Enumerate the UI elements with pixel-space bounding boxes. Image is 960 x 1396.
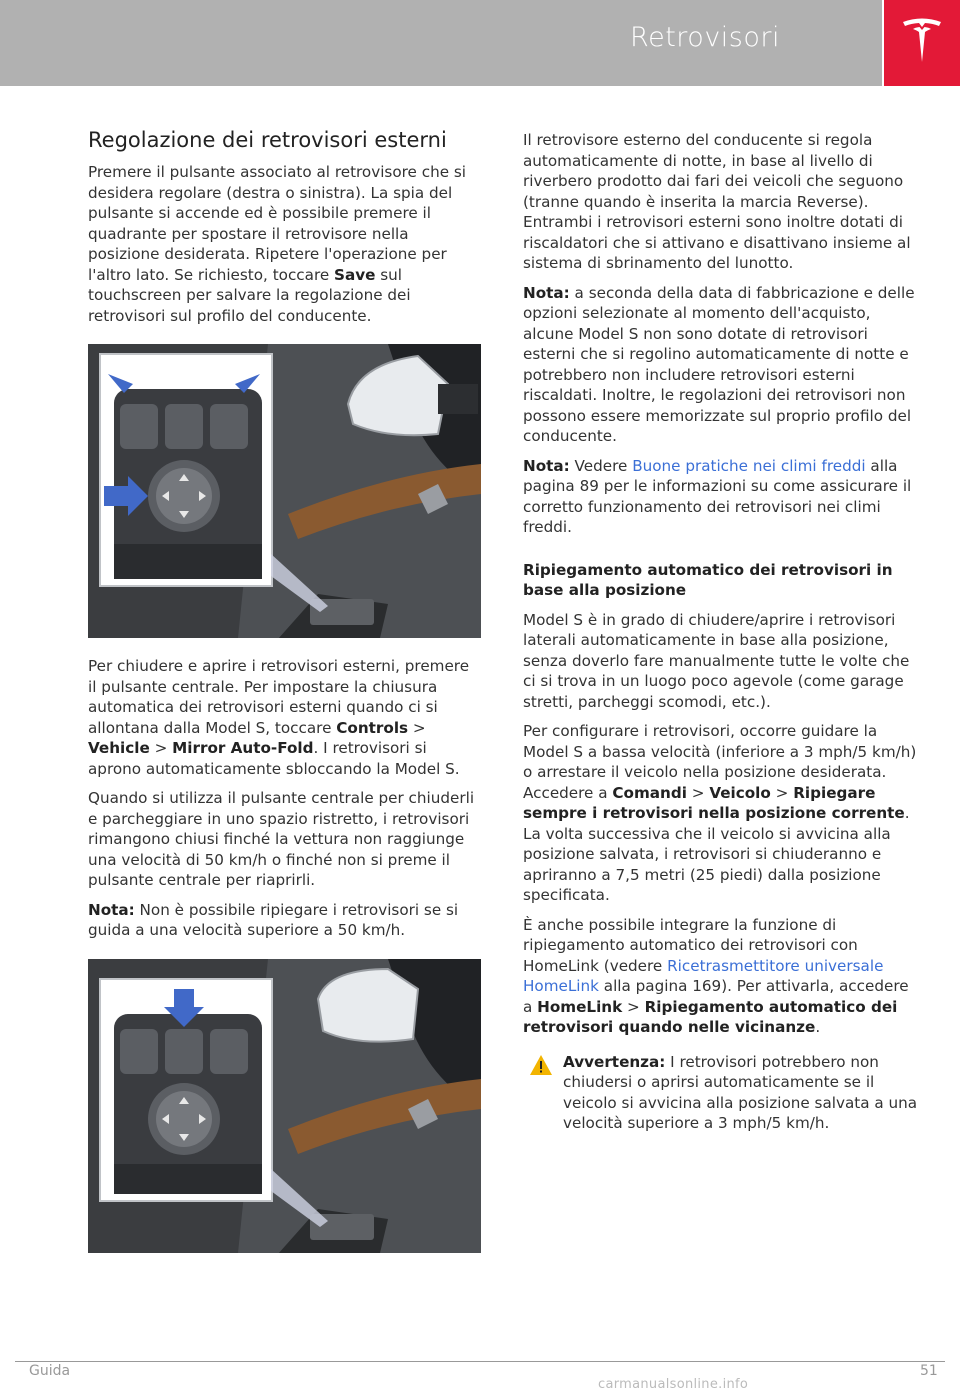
watermark: carmanualsonline.info xyxy=(598,1377,749,1392)
section-heading: Regolazione dei retrovisori esterni xyxy=(88,128,447,152)
page-number: 51 xyxy=(920,1363,938,1379)
paragraph-parking-fold: Quando si utilizza il pulsante centrale per chiuderli e parcheggiare in uno spazio ristretto, i retrovisori rimangono chiusi finché la vettura non raggiunge una velocità di 50 km/h o finché non si preme il pulsante centrale per riaprirli. xyxy=(88,789,475,889)
warning-box xyxy=(523,1052,918,1134)
paragraph-fold-button: Per chiudere e aprire i retrovisori esterni, premere il pulsante centrale. Per impostare la chiusura automatica dei retrovisori esterni quando ci si allontana dalla Model S, toccare Controls > Vehicle > Mirror Auto-Fold. I retrovisori si aprono automaticamente sbloccando la Model S. xyxy=(88,657,470,778)
figure-fold-button xyxy=(88,959,481,1253)
footer-section: Guida xyxy=(29,1363,71,1379)
link-homelink[interactable]: Ricetrasmettitore universale HomeLink xyxy=(523,956,884,995)
paragraph-homelink: È anche possibile integrare la funzione di ripiegamento automatico dei retrovisori con HomeLink (vedere Ricetrasmettitore universale HomeLink alla pagina 169). Per attivarla, accedere a HomeLink > Ripiegamento automatico dei retrovisori quando nelle vicinanze. xyxy=(523,915,909,1036)
paragraph-configure: Per configurare i retrovisori, occorre guidare la Model S a bassa velocità (inferiore a 3 mph/5 km/h) o arrestare il veicolo nella posizione desiderata. Accedere a Comandi > Veicolo > Ripiegare sempre i retrovisori nella posizione corrente. La volta successiva che il veicolo si avvicina alla posizione salvata, i retrovisori si chiuderanno e apriranno a 7,5 metri (25 piedi) dalla posizione specificata. xyxy=(523,722,917,904)
right-column xyxy=(523,130,918,1143)
note-options: Nota: a seconda della data di fabbricazione e delle opzioni selezionate al momento dell'acquisto, alcune Model S non sono dotate di retrovisori esterni che si regolino automaticamente di notte e potrebbero non includere retrovisori esterni riscaldati. Inoltre, le regolazioni dei retrovisori non possono essere memorizzate sul proprio profilo del conducente. xyxy=(523,283,915,445)
tesla-logo-icon xyxy=(900,14,944,70)
note-cold-weather: Nota: Vedere Buone pratiche nei climi freddi alla pagina 89 per le informazioni su come assicurare il corretto funzionamento dei retrovisori nei climi freddi. xyxy=(523,456,912,536)
subheading-location-fold: Ripiegamento automatico dei retrovisori in base alla posizione xyxy=(523,560,893,599)
footer-divider xyxy=(15,1361,945,1362)
page-title: Retrovisori xyxy=(630,22,780,53)
warning-text: Avvertenza: I retrovisori potrebbero non chiudersi o aprirsi automaticamente se il veicolo si avvicina alla posizione salvata a una velocità superiore a 3 mph/5 km/h. xyxy=(563,1052,918,1132)
logo-box xyxy=(884,0,960,86)
warning-icon xyxy=(529,1054,553,1076)
page-header xyxy=(0,0,882,86)
paragraph-mirror-adjust: Premere il pulsante associato al retrovisore che si desidera regolare (destra o sinistra). La spia del pulsante si accende ed è possibile premere il quadrante per spostare il retrovisore nella posizione desiderata. Ripetere l'operazione per l'altro lato. Se richiesto, toccare Save sul touchscreen per salvare la regolazione dei retrovisori sul profilo del conducente. xyxy=(88,163,467,325)
paragraph-auto-dimming: Il retrovisore esterno del conducente si regola automaticamente di notte, in base al livello di riverbero prodotto dai fari dei veicoli che seguono (tranne quando è inserita la marcia Reverse). Entrambi i retrovisori esterni sono inoltre dotati di riscaldatori che si attivano e disattivano insieme al sistema di sbrinamento del lunotto. xyxy=(523,131,911,272)
paragraph-location-fold: Model S è in grado di chiudere/aprire i retrovisori laterali automaticamente in base alla posizione, senza doverlo fare manualmente tutte le volte che ci si trova in un luogo poco agevole (come garage stretti, parcheggi scomodi, etc.). xyxy=(523,610,910,711)
left-column xyxy=(88,128,481,1271)
figure-mirror-controls xyxy=(88,344,481,638)
note-speed-limit: Nota: Non è possibile ripiegare i retrovisori se si guida a una velocità superiore a 50 km/h. xyxy=(88,900,459,939)
link-cold-weather[interactable]: Buone pratiche nei climi freddi xyxy=(632,456,866,475)
